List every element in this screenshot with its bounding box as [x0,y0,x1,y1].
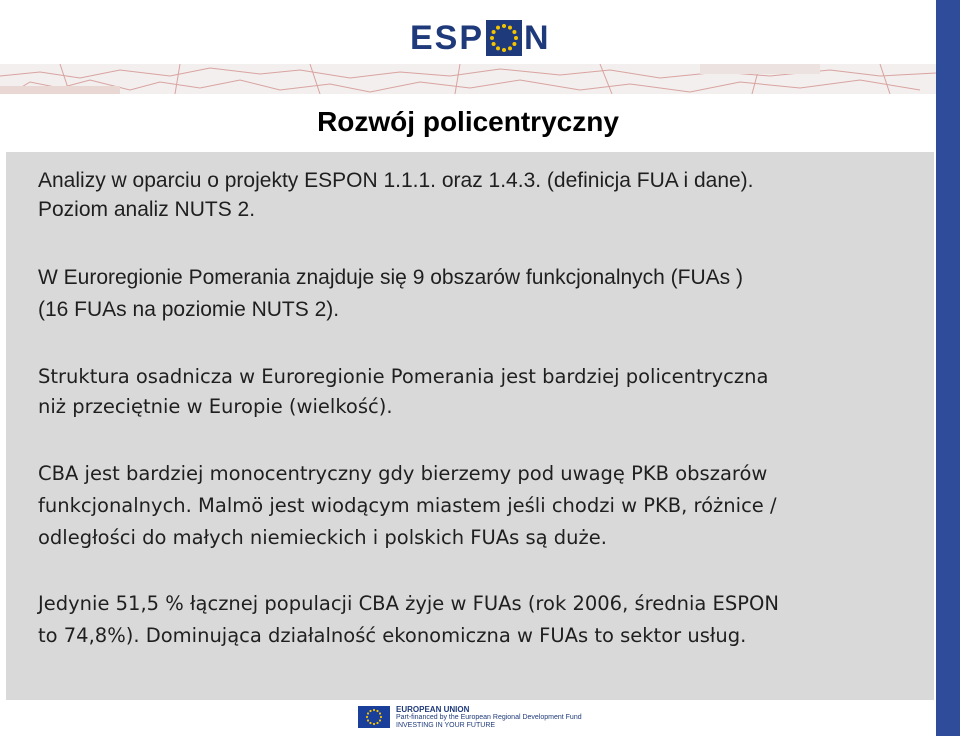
right-accent-bar [936,0,960,736]
text-line: Jedynie 51,5 % łącznej populacji CBA żyje w FUAs (rok 2006, średnia ESPON [38,592,779,615]
text-line: (16 FUAs na poziomie NUTS 2). [38,298,340,321]
footer [0,700,936,736]
text-line: W Euroregionie Pomerania znajduje się 9 obszarów funkcjonalnych (FUAs ) [38,266,743,289]
logo-text-right: N [524,18,551,57]
text-line: Analizy w oparciu o projekty ESPON 1.1.1. oraz 1.4.3. (definicja FUA i dane). [38,169,754,192]
paragraph-settlement-structure [38,362,918,422]
slide-title: Rozwój policentryczny [317,106,619,137]
text-line: niż przeciętnie w Europie (wielkość). [38,395,393,418]
paragraph-population [38,588,918,652]
eu-future-line: INVESTING IN YOUR FUTURE [396,722,496,729]
logo-text-left: ESP [410,18,485,57]
eu-title: EUROPEAN UNION [396,705,470,714]
paragraph-cba-gdp [38,458,918,554]
paragraph-fuas [38,262,918,326]
eu-flag-icon [358,706,390,728]
paragraph-analysis [38,166,918,224]
header [0,0,936,64]
map-banner [0,64,936,94]
text-line: Struktura osadnicza w Euroregionie Pomerania jest bardziej policentryczna [38,365,769,388]
text-line: CBA jest bardziej monocentryczny gdy bierzemy pod uwagę PKB obszarów [38,462,768,485]
text-line: odległości do małych niemieckich i polskich FUAs są duże. [38,526,607,549]
text-line: Poziom analiz NUTS 2. [38,198,256,221]
eu-funding-text [396,705,582,730]
text-line: funkcjonalnych. Malmö jest wiodącym miastem jeśli chodzi w PKB, różnice / [38,494,777,517]
text-line: to 74,8%). Dominująca działalność ekonomiczna w FUAs to sektor usług. [38,624,747,647]
espon-logo [410,12,551,64]
map-background [0,64,936,94]
eu-fund-line: Part-financed by the European Regional Development Fund [396,714,582,721]
star-circle-icon [486,20,522,56]
content-panel [6,152,934,700]
